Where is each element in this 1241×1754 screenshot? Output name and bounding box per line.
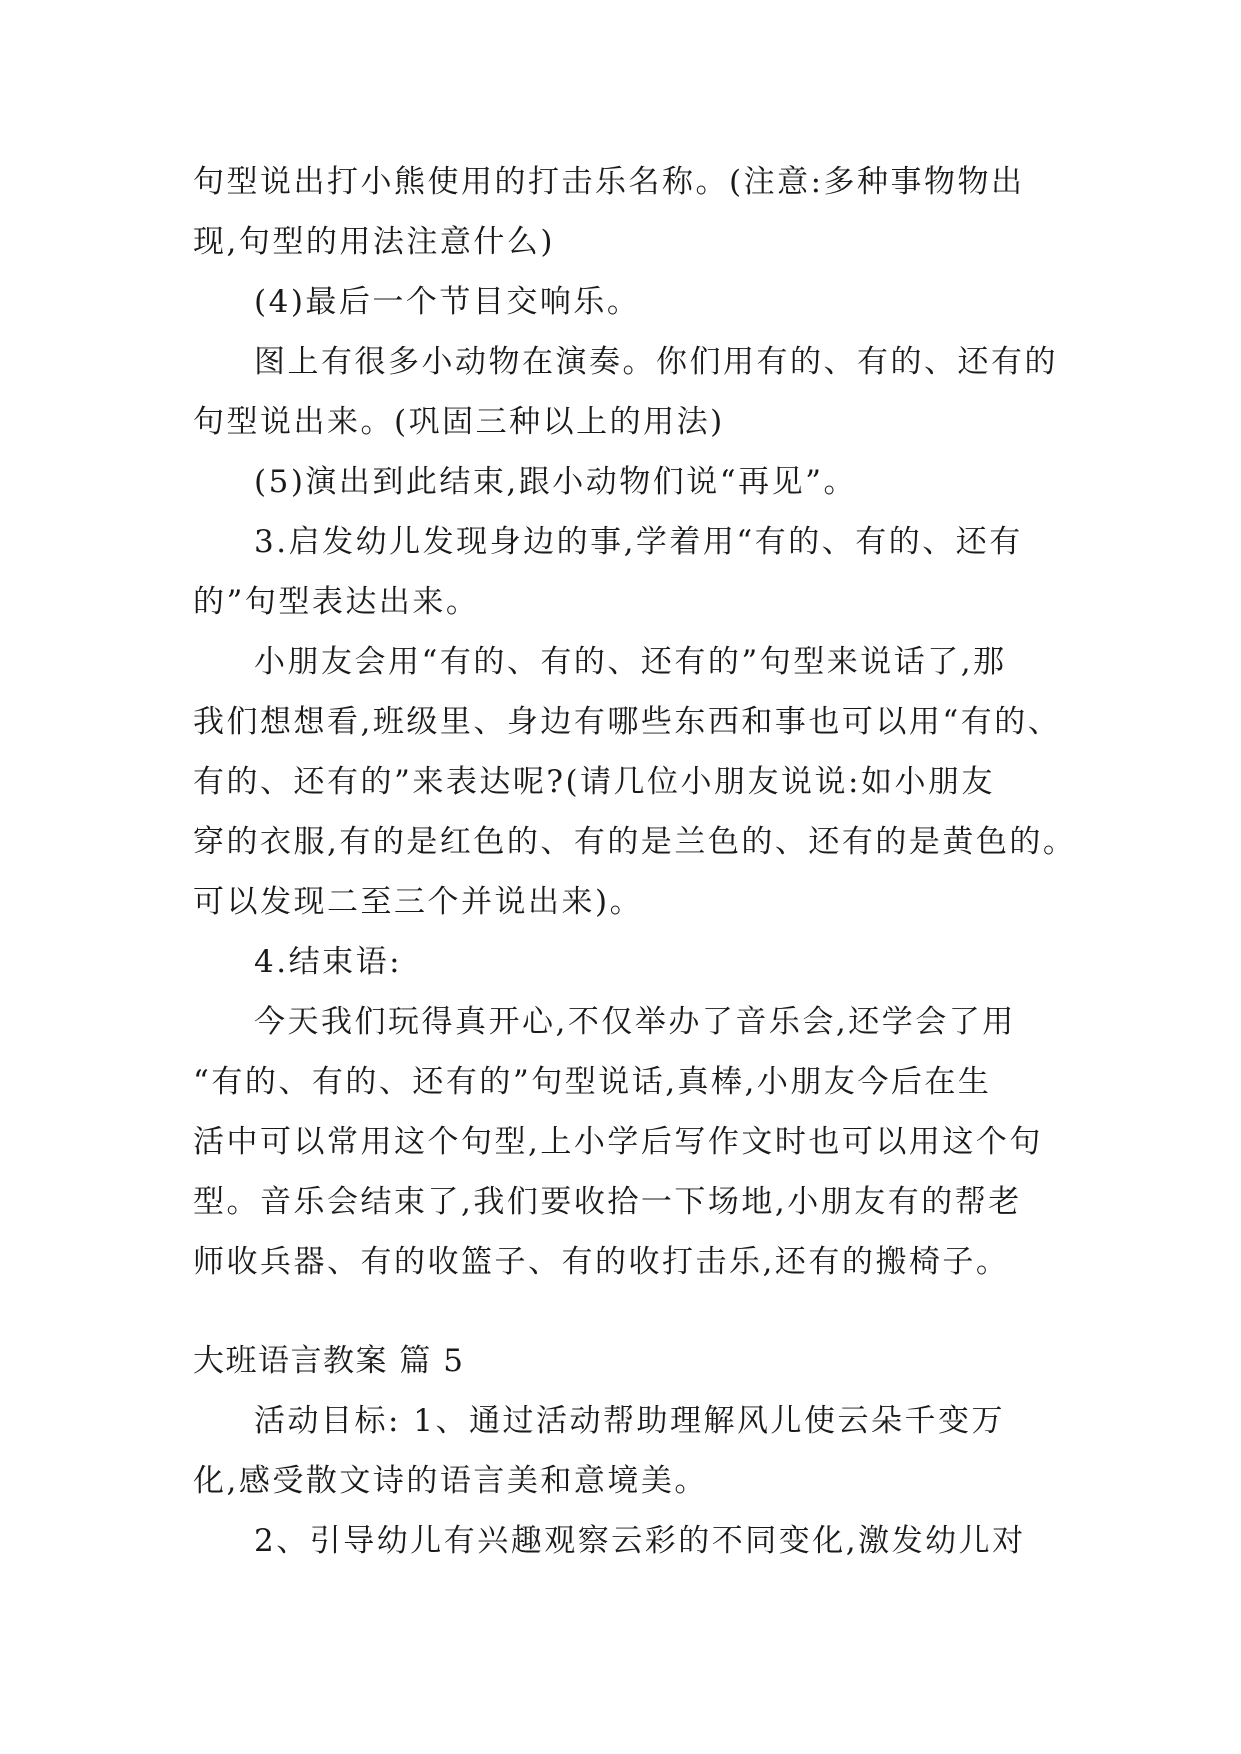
text-line: 活动目标: 1、通过活动帮助理解风儿使云朵千变万 bbox=[254, 1403, 1006, 1439]
text-line: 化,感受散文诗的语言美和意境美。 bbox=[193, 1463, 708, 1499]
text-line: 图上有很多小动物在演奏。你们用有的、有的、还有的 bbox=[254, 344, 1058, 380]
text-line: “有的、有的、还有的”句型说话,真棒,小朋友今后在生 bbox=[193, 1064, 992, 1100]
text-line: 穿的衣服,有的是红色的、有的是兰色的、还有的是黄色的。 bbox=[193, 824, 1077, 860]
text-line: 小朋友会用“有的、有的、还有的”句型来说话了,那 bbox=[254, 644, 1007, 680]
text-line: 有的、还有的”来表达呢?(请几位小朋友说说:如小朋友 bbox=[193, 764, 996, 800]
text-line: 型。音乐会结束了,我们要收拾一下场地,小朋友有的帮老 bbox=[193, 1184, 1022, 1220]
text-line: 的”句型表达出来。 bbox=[193, 584, 480, 620]
text-line: 4.结束语: bbox=[254, 944, 403, 980]
text-line: 现,句型的用法注意什么) bbox=[193, 224, 555, 260]
text-line: 2、引导幼儿有兴趣观察云彩的不同变化,激发幼儿对 bbox=[254, 1523, 1026, 1559]
text-line: 句型说出来。(巩固三种以上的用法) bbox=[193, 404, 725, 440]
section-heading: 大班语言教案 篇 5 bbox=[193, 1343, 465, 1379]
text-line: (4)最后一个节目交响乐。 bbox=[254, 284, 641, 320]
text-line: 3.启发幼儿发现身边的事,学着用“有的、有的、还有 bbox=[254, 524, 1023, 560]
text-line: 师收兵器、有的收篮子、有的收打击乐,还有的搬椅子。 bbox=[193, 1244, 1010, 1280]
text-line: (5)演出到此结束,跟小动物们说“再见”。 bbox=[254, 464, 857, 500]
text-line: 今天我们玩得真开心,不仅举办了音乐会,还学会了用 bbox=[254, 1004, 1016, 1040]
text-line: 句型说出打小熊使用的打击乐名称。(注意:多种事物物出 bbox=[193, 164, 1025, 200]
text-line: 我们想想看,班级里、身边有哪些东西和事也可以用“有的、 bbox=[193, 704, 1062, 740]
text-line: 可以发现二至三个并说出来)。 bbox=[193, 884, 644, 920]
text-line: 活中可以常用这个句型,上小学后写作文时也可以用这个句 bbox=[193, 1124, 1043, 1160]
